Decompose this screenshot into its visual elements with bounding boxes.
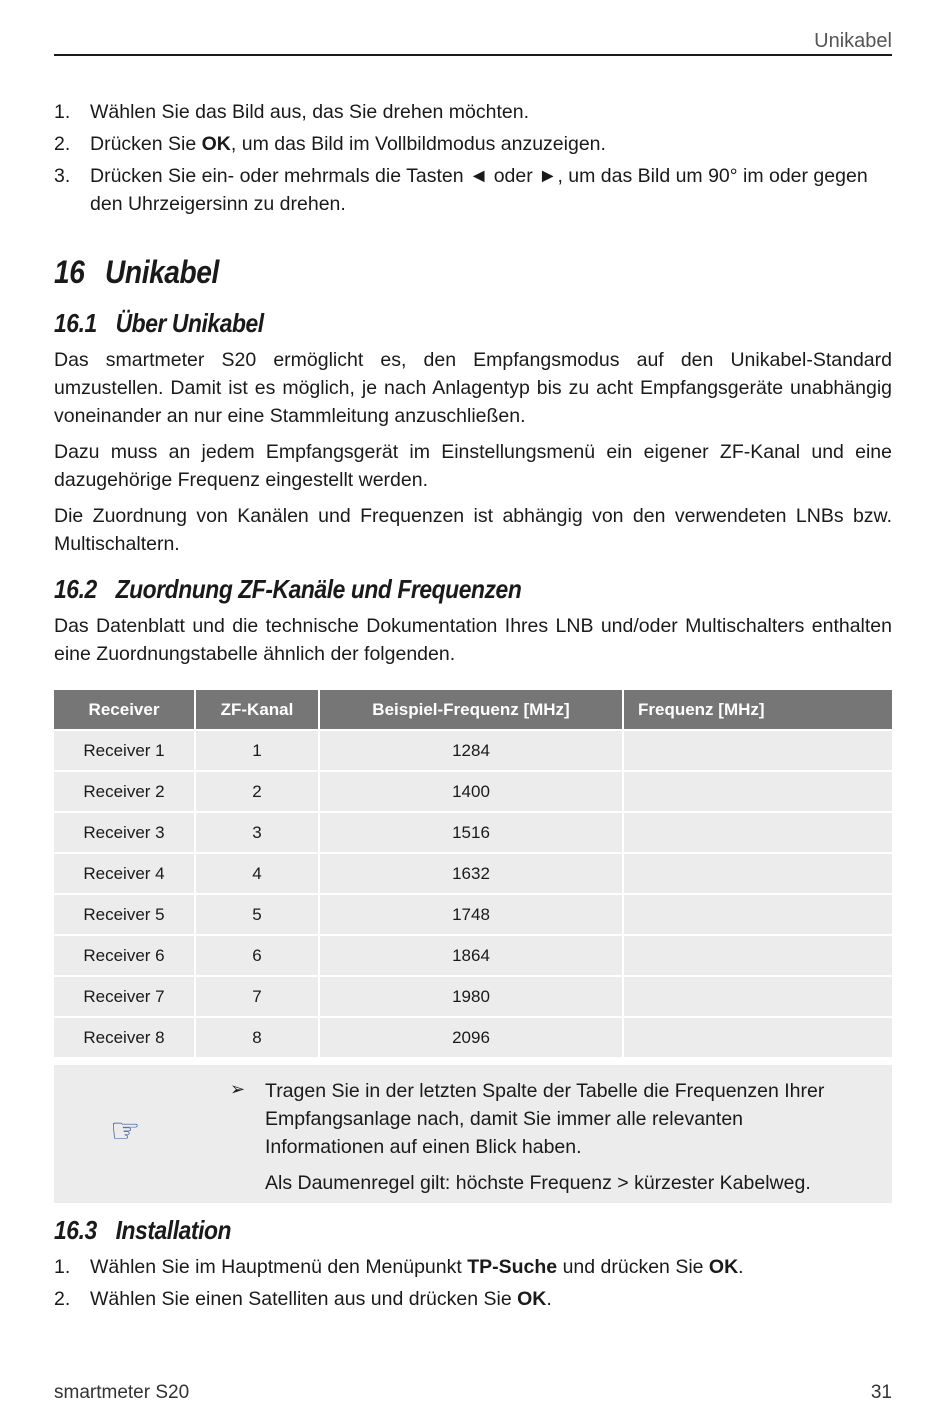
table-cell: 3 <box>196 813 318 852</box>
table-row <box>54 731 892 770</box>
table-cell: 1400 <box>320 772 622 811</box>
column-header: Beispiel-Frequenz [MHz] <box>320 690 622 729</box>
step-text: . <box>546 1288 552 1310</box>
table-cell: 1284 <box>320 731 622 770</box>
section-number: 16.1 <box>54 308 97 338</box>
table-cell <box>624 772 892 811</box>
column-header: Receiver <box>54 690 194 729</box>
table-cell: Receiver 5 <box>54 895 194 934</box>
list-item <box>54 162 892 218</box>
ok-key-label: OK <box>201 133 231 155</box>
paragraph: Das Datenblatt und die technische Dokumentation Ihres LNB und/oder Multischalters enthalten eine Zuordnungstabelle ähnlich der folgenden. <box>54 615 892 665</box>
step-text: . <box>738 1256 744 1278</box>
table-cell: 1516 <box>320 813 622 852</box>
table-row <box>54 854 892 893</box>
column-header: ZF-Kanal <box>196 690 318 729</box>
table-row <box>54 977 892 1016</box>
header-title: Unikabel <box>814 30 892 52</box>
arrow-bullet-icon: ➢ <box>230 1079 246 1099</box>
page-content <box>54 98 892 1317</box>
table-cell: 1 <box>196 731 318 770</box>
section-number: 16.2 <box>54 574 97 604</box>
table-cell: 2 <box>196 772 318 811</box>
hint-text <box>265 1077 865 1197</box>
table-cell <box>624 1018 892 1057</box>
step-text: Wählen Sie das Bild aus, das Sie drehen möchten. <box>90 101 530 123</box>
table-cell <box>624 977 892 1016</box>
table-cell: 7 <box>196 977 318 1016</box>
section-heading-16-2 <box>54 572 791 606</box>
section-title: Zuordnung ZF-Kanäle und Frequenzen <box>115 574 522 604</box>
table-cell: 2096 <box>320 1018 622 1057</box>
table-cell: 6 <box>196 936 318 975</box>
table-row <box>54 1018 892 1057</box>
step-text: , um das Bild im Vollbildmodus anzuzeigen. <box>230 133 606 155</box>
table-cell: 4 <box>196 854 318 893</box>
table-cell: Receiver 3 <box>54 813 194 852</box>
table-row <box>54 772 892 811</box>
footer-product-name: smartmeter S20 <box>54 1382 190 1403</box>
section-title: Installation <box>115 1215 232 1245</box>
table-cell: Receiver 1 <box>54 731 194 770</box>
section-title: Über Unikabel <box>115 308 264 338</box>
table-cell: Receiver 6 <box>54 936 194 975</box>
table-cell: Receiver 8 <box>54 1018 194 1057</box>
list-item <box>54 1285 892 1313</box>
zf-channel-table <box>52 688 894 1059</box>
table-cell: 5 <box>196 895 318 934</box>
hint-line: Tragen Sie in der letzten Spalte der Tabelle die Frequenzen Ihrer Empfangsanlage nach, damit Sie immer alle relevanten Informationen auf einen Blick haben. <box>265 1080 825 1158</box>
table-cell: Receiver 2 <box>54 772 194 811</box>
step-number: 1. <box>54 1256 71 1278</box>
table-cell: 1632 <box>320 854 622 893</box>
chapter-number: 16 <box>54 254 85 290</box>
table-row <box>54 895 892 934</box>
list-item <box>54 98 892 126</box>
step-text: Drücken Sie <box>90 133 202 155</box>
paragraph: Das smartmeter S20 ermöglicht es, den Empfangsmodus auf den Unikabel-Standard umzustellen. Damit ist es möglich, je nach Anlagentyp bis zu acht Empfangsgeräte unabhängig voneinander an nur eine Stammleitung anzuschließen. <box>54 349 892 427</box>
table-header-row <box>54 690 892 729</box>
ok-key-label: OK <box>517 1288 547 1310</box>
table-cell: Receiver 7 <box>54 977 194 1016</box>
table-cell <box>624 731 892 770</box>
section-number: 16.3 <box>54 1215 97 1245</box>
menu-item-label: TP-Suche <box>467 1256 558 1278</box>
step-number: 2. <box>54 133 71 155</box>
hint-line: Als Daumenregel gilt: höchste Frequenz > kürzester Kabelweg. <box>265 1172 811 1194</box>
step-number: 2. <box>54 1288 71 1310</box>
pointing-hand-icon: ☞ <box>110 1112 141 1150</box>
ok-key-label: OK <box>708 1256 739 1278</box>
page-header <box>54 26 892 56</box>
chapter-title: Unikabel <box>105 254 219 290</box>
table-cell <box>624 936 892 975</box>
hint-box <box>54 1065 892 1203</box>
list-item <box>54 130 892 158</box>
step-number: 1. <box>54 101 71 123</box>
chapter-heading <box>54 252 791 292</box>
table-row <box>54 936 892 975</box>
table-cell <box>624 813 892 852</box>
section-heading-16-1 <box>54 306 791 340</box>
table-cell: 1864 <box>320 936 622 975</box>
intro-steps <box>54 98 892 218</box>
table-cell: 8 <box>196 1018 318 1057</box>
table-row <box>54 813 892 852</box>
table-cell: Receiver 4 <box>54 854 194 893</box>
step-text: Wählen Sie einen Satelliten aus und drücken Sie <box>90 1288 518 1310</box>
step-number: 3. <box>54 165 71 187</box>
step-text: Wählen Sie im Hauptmenü den Menüpunkt <box>90 1256 468 1278</box>
column-header: Frequenz [MHz] <box>624 690 892 729</box>
table-cell: 1748 <box>320 895 622 934</box>
section-heading-16-3 <box>54 1213 791 1247</box>
paragraph: Die Zuordnung von Kanälen und Frequenzen ist abhängig von den verwendeten LNBs bzw. Multischaltern. <box>54 505 892 555</box>
table-cell <box>624 895 892 934</box>
paragraph: Dazu muss an jedem Empfangsgerät im Einstellungsmenü ein eigener ZF-Kanal und eine dazugehörige Frequenz eingestellt werden. <box>54 441 892 491</box>
table-cell: 1980 <box>320 977 622 1016</box>
installation-steps <box>54 1253 892 1313</box>
step-text: Drücken Sie ein- oder mehrmals die Tasten ◄ oder ►, um das Bild um 90° im oder gegen den Uhrzeigersinn zu drehen. <box>90 165 868 215</box>
table-cell <box>624 854 892 893</box>
step-text: und drücken Sie <box>557 1256 709 1278</box>
footer-page-number: 31 <box>870 1382 892 1403</box>
list-item <box>54 1253 892 1281</box>
